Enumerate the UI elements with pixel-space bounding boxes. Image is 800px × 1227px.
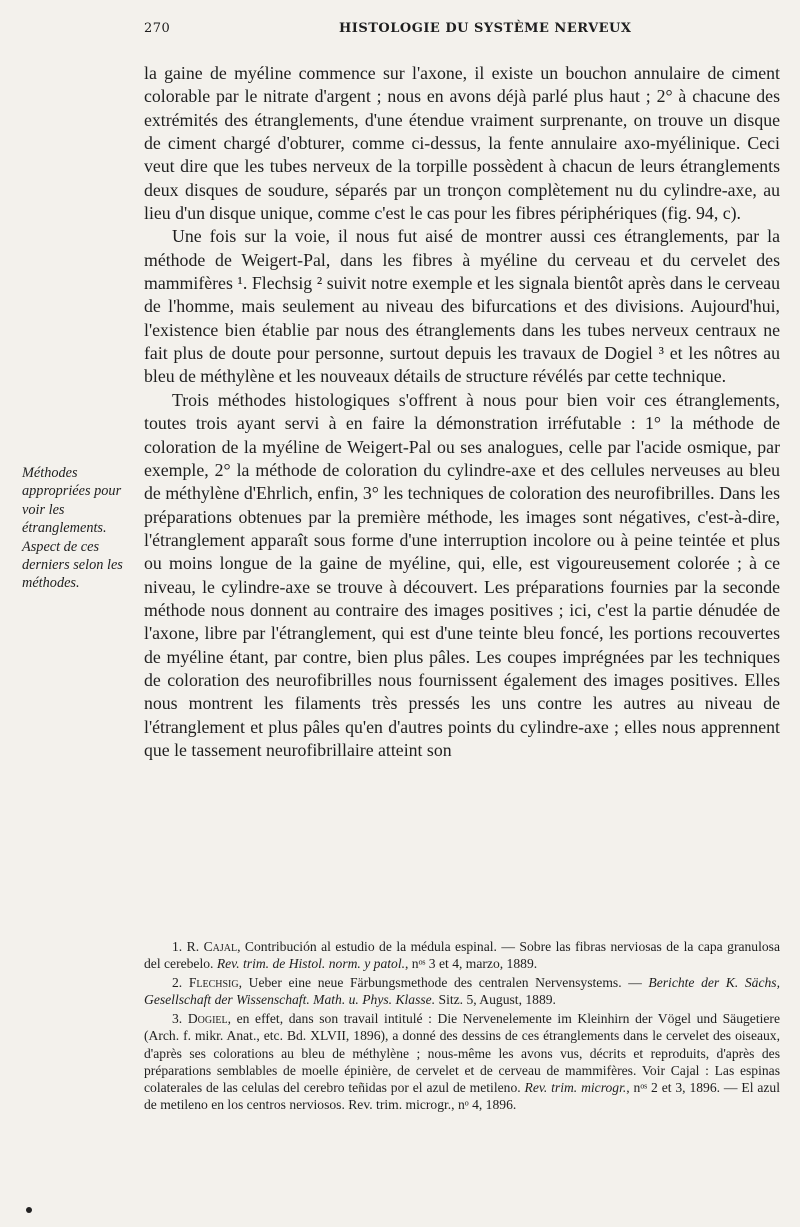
margin-note: Méthodes appropriées pour voir les étranglements. Aspect de ces derniers selon les méthodes. (22, 465, 123, 592)
printing-dot (26, 1207, 32, 1213)
footnote-2 (144, 974, 780, 1008)
footnote-author: Flechsig (188, 975, 239, 991)
footnote-author: R. Cajal (186, 939, 238, 954)
footnote-text: , Contribución al estudio de la médula espinal. — Sobre las fibras nerviosas de la capa granulosa del cerebelo. (144, 939, 781, 972)
footnote-author: Dogiel (187, 1011, 228, 1027)
footnote-details: Sitz. 5, August, 1889. (435, 992, 556, 1008)
page-number: 270 (144, 21, 171, 36)
paragraph-three-methods: Trois méthodes histologiques s'offrent à nous pour bien voir ces étranglements, toutes trois ayant servi à en faire la démonstration irréfutable : 1° la méthode de coloration de la myéline de Weigert-Pal ou ses analogues, celle par l'acide osmique, par exemple, 2° la méthode de coloration du cylindre-axe et des cellules nerveuses au bleu de méthylène d'Ehrlich, enfin, 3° les techniques de coloration des neurofibrilles. Dans les préparations obtenues par la première méthode, les images sont négatives, c'est-à-dire, l'étranglement apparaît sous forme d'une interruption incolore ou à peine teintée et plus ou moins longue de la gaine de myéline, qui, elle, est vigoureusement colorée ; à ce niveau, le cylindre-axe se trouve à découvert. Les préparations fournies par la seconde méthode nous donnent au contraire des images positives ; ici, c'est la partie dénudée de l'axone, libre par l'étranglement, qui est d'une teinte bleu foncé, les portions recouvertes de myéline étant, par contre, bien plus pâles. Les coupes imprégnées par les techniques de coloration des neurofibrilles nous fournissent également des images positives. Elles nous montrent les filaments très pressés les uns contre les autres au niveau de l'étranglement et plus pâles qu'en d'autres points du cylindre-axe ; elles nous apprennent que le tassement neurofibrillaire atteint son (144, 389, 780, 760)
footnotes (144, 938, 780, 1115)
paragraph-continued: la gaine de myéline commence sur l'axone, il existe un bouchon annulaire de ciment colorable par le nitrate d'argent ; nous en avons déjà parlé plus haut ; 2° à chacune des extrémités des étranglements, d'une étendue vraiment surprenante, on trouve un disque de ciment chargé d'obturer, comme ci-dessus, la fente annulaire axo-myélinique. Ceci veut dire que les tubes nerveux de la torpille possèdent à chacun de leurs étranglements deux disques de soudure, séparés par un tronçon complètement nu du cylindre-axe, au lieu d'un disque unique, comme c'est le cas pour les fibres périphériques (fig. 94, c). (144, 63, 780, 224)
running-head: HISTOLOGIE DU SYSTÈME NERVEUX (339, 21, 632, 36)
footnote-source: Rev. trim. de Histol. norm. y patol. (216, 956, 405, 972)
footnote-1 (144, 938, 780, 972)
footnote-text: , en effet, dans son travail intitulé : Die Nervenelemente im Kleinhirn der Vögel und Säugetiere (Arch. f. mikr. Anat., etc. Bd. XLVII, 1896), a donné des dessins de ces étranglements dans le cervelet des oiseaux, d'après ses colorations au bleu de méthylène ; nous-même les avons vus, décrits et reproduits, d'après des préparations semblables de moelle épinière, de cervelet et de cerveau de mammifères. Voir Cajal : Las espinas colaterales de las celulas del cerebro teñidas por el azul de metileno. (144, 1011, 780, 1095)
paragraph-weigert-pal: Une fois sur la voie, il nous fut aisé de montrer aussi ces étranglements, par la méthode de Weigert-Pal, dans les fibres à myéline du cerveau et du cervelet des mammifères ¹. Flechsig ² suivit notre exemple et les signala bientôt après dans le cerveau de l'homme, mais seulement au niveau des bifurcations et des divisions. Aujourd'hui, l'existence bien établie par nous des étranglements dans les tubes nerveux centraux ne fait plus de doute pour personne, surtout depuis les travaux de Dogiel ³ et les nôtres au bleu de méthylène et les nouveaux détails de structure révélés par cette technique. (144, 226, 780, 387)
footnote-details: , nᵒˢ 3 et 4, marzo, 1889. (405, 956, 538, 972)
page-header (144, 18, 784, 42)
footnote-text: , Ueber eine neue Färbungsmethode des centralen Nervensystems. — (238, 975, 642, 991)
footnote-source: Rev. trim. microgr. (524, 1079, 627, 1095)
footnote-details: , nᵒˢ 2 et 3, 1896. — El azul de metileno en los centros nerviosos. Rev. trim. microgr., nᵒ 4, 1896. (144, 1079, 780, 1112)
footnote-number: 3. (172, 1011, 183, 1027)
footnote-3 (144, 1010, 780, 1113)
footnote-source: Berichte der K. Sächs, Gesellschaft der Wissenschaft. Math. u. Phys. Klasse. (144, 975, 780, 1008)
footnote-number: 1. (172, 939, 183, 954)
body-text (144, 62, 780, 762)
footnote-number: 2. (172, 975, 183, 991)
